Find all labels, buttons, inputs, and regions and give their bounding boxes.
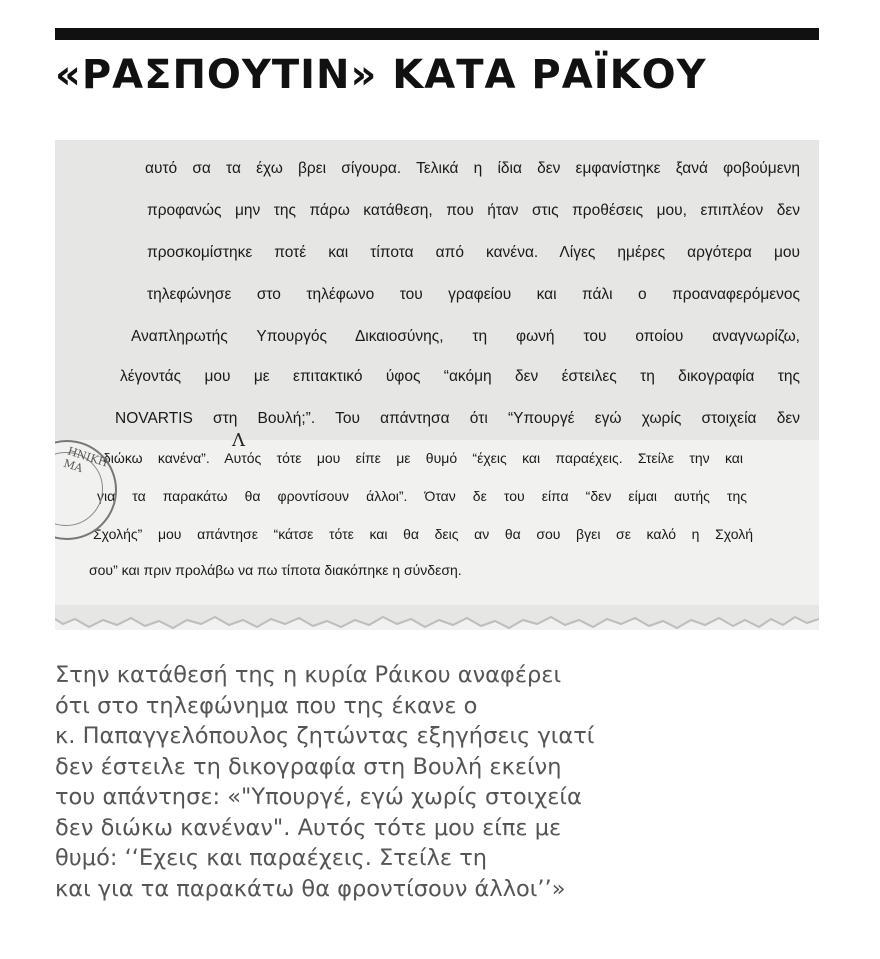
clipping-line: Σχολής” μου απάντησε “κάτσε τότε και θα δεις αν θα σου βγει σε καλό η Σχολή: [93, 526, 753, 542]
torn-paper-edge: [55, 605, 819, 639]
body-line: Στην κατάθεσή της η κυρία Ράικου αναφέρει: [55, 662, 562, 688]
document-clipping: [55, 140, 819, 630]
body-line: ότι στο τηλεφώνημα που της έκανε ο: [55, 692, 478, 719]
clipping-line: Αναπληρωτής Υπουργός Δικαιοσύνης, τη φωνή του οποίου αναγνωρίζω,: [131, 328, 800, 345]
headline: «ΡΑΣΠΟΥΤΙΝ» ΚΑΤΑ ΡΑΪΚΟΥ: [55, 52, 707, 98]
clipping-line: προφανώς μην της πάρω κατάθεση, που ήταν στις προθέσεις μου, επιπλέον δεν: [147, 202, 800, 219]
clipping-line: διώκω κανένα”. Αυτός τότε μου είπε με θυμό “έχεις και παραέχεις. Στείλε την και: [103, 450, 743, 466]
clipping-line: σου” και πριν προλάβω να πω τίποτα διακόπηκε η σύνδεση.: [89, 562, 462, 578]
clipping-line: για τα παρακάτω θα φροντίσουν άλλοι”. Όταν δε του είπα “δεν είμαι αυτής της: [97, 488, 747, 504]
article-body: [55, 660, 835, 904]
clipping-line: NOVARTIS στη Βουλή;”. Του απάντησα ότι “Υπουργέ εγώ χωρίς στοιχεία δεν: [115, 410, 800, 427]
body-line: δεν διώκω κανέναν". Αυτός τότε μου είπε με: [55, 814, 562, 841]
clipping-line: αυτό σα τα έχω βρει σίγουρα. Τελικά η ίδια δεν εμφανίστηκε ξανά φοβούμενη: [145, 160, 800, 177]
clipping-line: προσκομίστηκε ποτέ και τίποτα από κανένα. Λίγες ημέρες αργότερα μου: [147, 244, 800, 261]
top-rule: [55, 28, 819, 40]
body-line: θυμό: ‘‘Εχεις και παραέχεις. Στείλε τη: [55, 845, 488, 871]
body-line: του απάντησε: «"Υπουργέ, εγώ χωρίς στοιχεία: [55, 784, 582, 810]
stamp-text: ΗΝΙΚΗ ΜΑ: [61, 444, 110, 476]
body-line: και για τα παρακάτω θα φροντίσουν άλλοι’’»: [55, 875, 566, 902]
body-line: δεν έστειλε τη δικογραφία στη Βουλή εκείνη: [55, 753, 562, 780]
body-line: κ. Παπαγγελόπουλος ζητώντας εξηγήσεις γιατί: [55, 723, 595, 749]
margin-mark: Λ: [232, 430, 245, 451]
clipping-line: λέγοντάς μου με επιτακτικό ύφος “ακόμη δεν έστειλες τη δικογραφία της: [120, 368, 800, 385]
clipping-line: τηλεφώνησε στο τηλέφωνο του γραφείου και πάλι ο προαναφερόμενος: [147, 286, 800, 303]
